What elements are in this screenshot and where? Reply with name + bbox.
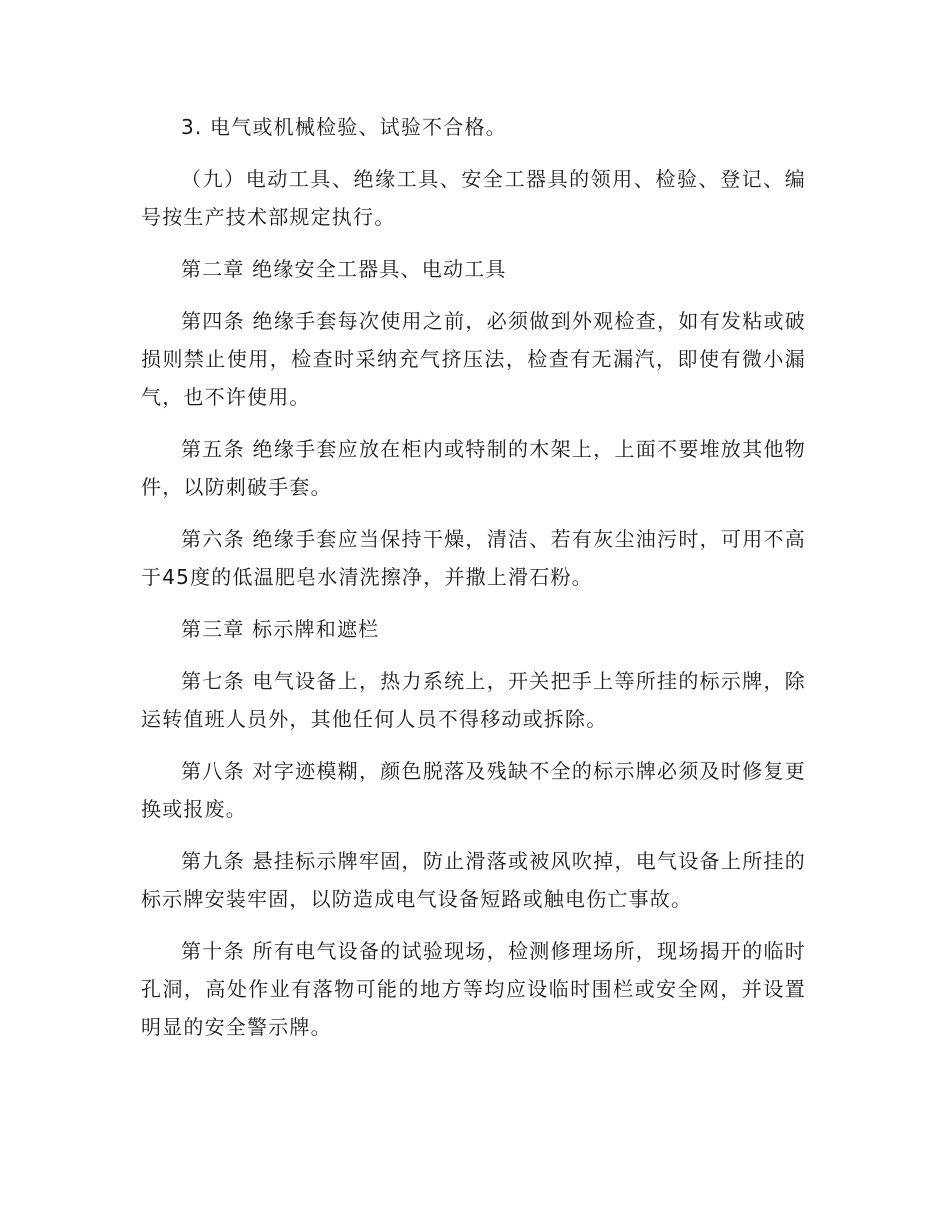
article-6: 第六条 绝缘手套应当保持干燥，清洁、若有灰尘油污时，可用不高于45度的低温肥皂水清洗擦净，并撒上滑石粉。 — [141, 527, 806, 589]
chapter-3-heading: 第三章 标示牌和遮栏 — [181, 617, 380, 641]
chapter-2-heading: 第二章 绝缘安全工器具、电动工具 — [181, 257, 507, 281]
paragraph-item-failed-inspection: 3. 电气或机械检验、试验不合格。 — [181, 115, 507, 139]
article-9: 第九条 悬挂标示牌牢固，防止滑落或被风吹掉，电气设备上所挂的标示牌安装牢固，以防造成电气设备短路或触电伤亡事故。 — [141, 849, 806, 911]
article-7: 第七条 电气设备上，热力系统上，开关把手上等所挂的标示牌，除运转值班人员外，其他任何人员不得移动或拆除。 — [141, 669, 806, 731]
article-8: 第八条 对字迹模糊，颜色脱落及残缺不全的标示牌必须及时修复更换或报废。 — [141, 759, 806, 821]
document-body — [141, 108, 806, 1060]
article-4: 第四条 绝缘手套每次使用之前，必须做到外观检查，如有发粘或破损则禁止使用，检查时采纳充气挤压法，检查有无漏汽，即使有微小漏气，也不许使用。 — [141, 309, 806, 409]
article-5: 第五条 绝缘手套应放在柜内或特制的木架上，上面不要堆放其他物件，以防刺破手套。 — [141, 437, 806, 499]
paragraph-tool-management: （九）电动工具、绝缘工具、安全工器具的领用、检验、登记、编号按生产技术部规定执行。 — [141, 167, 806, 229]
article-10: 第十条 所有电气设备的试验现场，检测修理场所，现场揭开的临时孔洞，高处作业有落物可能的地方等均应设临时围栏或安全网，并设置明显的安全警示牌。 — [141, 939, 806, 1039]
